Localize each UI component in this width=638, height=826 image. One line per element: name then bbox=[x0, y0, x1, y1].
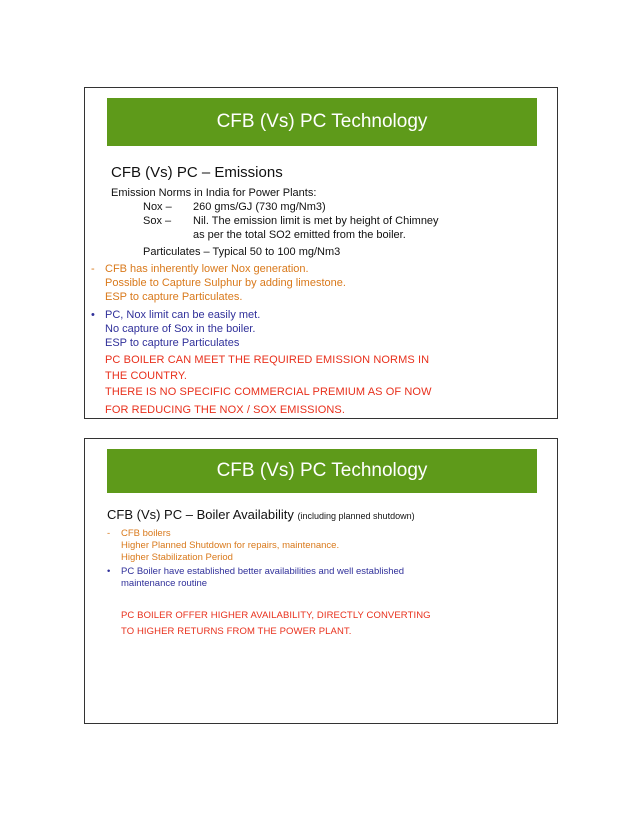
slide-title-banner bbox=[107, 98, 537, 146]
norms-heading: Emission Norms in India for Power Plants: bbox=[111, 187, 317, 199]
dot-bullet: • bbox=[91, 309, 95, 321]
conclusion-line: THE COUNTRY. bbox=[105, 370, 188, 382]
slide-emissions bbox=[84, 87, 558, 419]
sox-value-line-1: Nil. The emission limit is met by height of Chimney bbox=[193, 215, 439, 227]
list-item: CFB boilers bbox=[121, 528, 171, 539]
sox-value-line-2: as per the total SO2 emitted from the boiler. bbox=[193, 229, 406, 241]
conclusion-block bbox=[105, 352, 547, 418]
conclusion-block bbox=[121, 608, 547, 640]
nox-value: 260 gms/GJ (730 mg/Nm3) bbox=[193, 201, 326, 213]
list-item: Higher Planned Shutdown for repairs, maintenance. bbox=[121, 540, 340, 551]
pc-bullet-block bbox=[91, 308, 547, 350]
sox-label: Sox – bbox=[143, 215, 172, 227]
slide-title-banner bbox=[107, 449, 537, 493]
dot-bullet: • bbox=[107, 566, 111, 577]
nox-row bbox=[111, 200, 547, 214]
list-item: maintenance routine bbox=[121, 578, 208, 589]
slide-title: CFB (Vs) PC Technology bbox=[216, 111, 428, 132]
list-item: No capture of Sox in the boiler. bbox=[105, 323, 256, 335]
slide-subtitle: CFB (Vs) PC – Emissions bbox=[111, 164, 283, 181]
slide-content bbox=[91, 164, 547, 418]
particulates-line: Particulates – Typical 50 to 100 mg/Nm3 bbox=[143, 246, 341, 258]
list-item: PC, Nox limit can be easily met. bbox=[105, 309, 261, 321]
list-item: PC Boiler have established better availabilities and well established bbox=[121, 566, 405, 577]
conclusion-line: TO HIGHER RETURNS FROM THE POWER PLANT. bbox=[121, 626, 352, 637]
list-item: CFB has inherently lower Nox generation. bbox=[105, 263, 309, 275]
conclusion-line: PC BOILER CAN MEET THE REQUIRED EMISSION NORMS IN bbox=[105, 354, 430, 366]
nox-label: Nox – bbox=[143, 201, 172, 213]
subtitle-note: (including planned shutdown) bbox=[297, 511, 415, 521]
dash-bullet: - bbox=[107, 528, 111, 539]
list-item: ESP to capture Particulates bbox=[105, 337, 240, 349]
cfb-bullet-block bbox=[107, 528, 547, 564]
conclusion-line: PC BOILER OFFER HIGHER AVAILABILITY, DIRECTLY CONVERTING bbox=[121, 610, 431, 621]
slide-availability bbox=[84, 438, 558, 724]
pc-bullet-block bbox=[107, 566, 547, 590]
conclusion-line: THERE IS NO SPECIFIC COMMERCIAL PREMIUM AS OF NOW bbox=[105, 386, 432, 398]
list-item: Possible to Capture Sulphur by adding limestone. bbox=[105, 277, 346, 289]
slide-content bbox=[107, 507, 547, 640]
dash-bullet: - bbox=[91, 263, 95, 275]
list-item: Higher Stabilization Period bbox=[121, 552, 233, 563]
cfb-bullet-block bbox=[91, 262, 547, 304]
conclusion-line: FOR REDUCING THE NOX / SOX EMISSIONS. bbox=[105, 404, 346, 416]
sox-row bbox=[111, 214, 547, 228]
list-item: ESP to capture Particulates. bbox=[105, 291, 243, 303]
slide-title: CFB (Vs) PC Technology bbox=[216, 460, 428, 481]
slide-subtitle bbox=[107, 507, 547, 524]
subtitle-text: CFB (Vs) PC – Boiler Availability bbox=[107, 507, 294, 522]
